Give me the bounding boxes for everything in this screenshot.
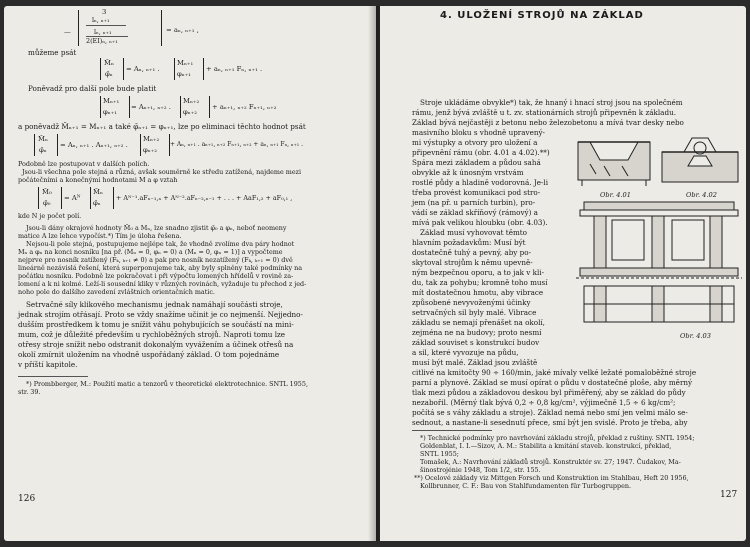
matrix-entry: Mₙ₊₂ [143, 135, 160, 143]
footnote: **) Ocelové základy viz Mittgen Forsch und Konstruktion im Stahlbau, Heft 20 1956, [414, 474, 689, 482]
text-line: tlak mezi půdou a základovou deskou byl přiměřený, aby se základ do půdy [412, 388, 686, 397]
text-line: lomení a k ni kolmé. Leží-li sousední kliky v různých rovinách, vyžaduje tu přechod z jed- [18, 280, 307, 288]
matrix-entry: φ̄ₙ [39, 146, 47, 154]
matrix-entry: φₙ₊₁ [177, 70, 192, 78]
text-line: mum, což je důležité především u rychloběžných strojů. Naproti tomu lze [18, 330, 286, 339]
text-line: matice A lze lehce vypočíst.*) Tím je úloha řešena. [18, 232, 182, 240]
matrix-entry: M̄ₙ [93, 188, 103, 196]
eq2-mid: = Aₙ₊₁, ₙ₊₂ . [131, 103, 171, 111]
matrix-entry: M̄ₙ [38, 135, 48, 143]
text-line: dostatečně tuhý a pevný, aby po- [412, 248, 531, 257]
fraction-line [86, 36, 128, 37]
text-line: základ souviset s konstrukcí budov [412, 338, 540, 347]
eq3-tail: + Aₙ, ₙ₊₁ . aₙ₊₁, ₙ₊₂ Fₙ₊₁, ₙ₊₂ + aₙ, ₙ₊₁ Fₙ, ₙ₊₁ . [170, 141, 303, 148]
eq4-mid: = Aᴺ [64, 194, 81, 202]
eq1-mid: = Aₙ, ₙ₊₁ . [126, 65, 160, 73]
footnote: str. 39. [18, 388, 41, 396]
text-line: připevnění rámu (obr. 4.01 a 4.02).**) [412, 148, 550, 157]
text-line: Setrvačné síly klikového mechanismu jednak namáhají součásti stroje, [26, 300, 283, 309]
matrix-entry: φₙ₊₂ [183, 108, 198, 116]
top-formula-l1: lₙ, ₙ₊₁ [92, 16, 110, 24]
figure-caption: Obr. 4.01 [600, 191, 631, 199]
text-line: masivního bloku s vhodně upravený- [412, 128, 545, 137]
matrix-entry: φₙ₊₂ [143, 146, 158, 154]
text-line: nejprve pro nosník zatížený (Fₖ, ₖ₊₁ ≠ 0) a pak pro nosník nezatížený (Fₖ, ₖ₊₁ = 0) dvě [18, 256, 293, 264]
text-line: mít dostatečnou hmotu, aby vibrace [412, 288, 544, 297]
text-line: nezabořil. (Měrný tlak bývá 0,2 ÷ 0,8 kg/cm², výjimečně 1,5 ÷ 6 kg/cm²; [412, 398, 676, 407]
footnote: šinostrojénie 1948, Tom 1/2, str. 155. [420, 466, 541, 474]
matrix-entry: φ̄₀ [43, 199, 51, 207]
text-line: musí být malé. Základ jsou zvláště [412, 358, 538, 367]
left-page: 3 lₙ, ₙ₊₁ lₙ, ₙ₊₁ 2(EI)ₙ, ₙ₊₁ = aₙ, ₙ₊₁ , — můžeme psát M̄ₙ φ̄ₙ = Aₙ, ₙ₊₁ . Mₙ₊₁ φₙ₊₁ + aₙ, ₙ₊₁ Fₙ, ₙ₊₁ . Poněvadž pro další pole bude platit Mₙ₊₁ φₙ₊₁ = Aₙ₊₁, ₙ₊₂ . Mₙ₊₂ φₙ₊₂ + aₙ₊₁, ₙ₊₂ Fₙ₊₁, ₙ₊₂ a poněvadž M̄ₙ₊₁ = Mₙ₊₁ a také φ̄ₙ₊₁ = φₙ₊₁, lze po eliminaci těchto hodnot psát M̄ₙ φ̄ₙ = Aₙ, ₙ₊₁ . Aₙ₊₁, ₙ₊₂ . Mₙ₊₂ φₙ₊₂ + Aₙ, ₙ₊₁ . aₙ₊₁, ₙ₊₂ Fₙ₊₁, ₙ₊₂ + aₙ, ₙ₊₁ Fₙ, ₙ₊₁ . Podobně lze postupovat v dalších polích. Jsou-li všechna pole stejná a různá, avšak souměrně ke středu zatížená, najdeme mezi počátečními a konečnými hodnotami M a φ vztah M̄₀ φ̄₀ = Aᴺ M̄ₙ φ̄ₙ + Aᴺ⁻¹.aFₙ₋₁,ₙ + Aᴺ⁻².aFₙ₋₂,ₙ₋₁ + . . . + AaF₁,₂ + aF₀,₁ , kde N je počet polí. Jsou-li dány okrajové hodnoty M̄₀ a Mₙ, lze snadno zjistit φ̄₀ a φₙ, neboť neomeny matice A lze lehce vypočíst.*) Tím je úloha řešena. Nejsou-li pole stejná, postupujeme nejlépe tak, že vhodně zvolíme dva páry hodnot Mₙ a φₙ na konci nosníku [na př. (Mₙ = 0, φₙ = 0) a (Mₙ = 0, φₙ = 1)] a vypočteme nejprve pro nosník zatížený (Fₖ, ₖ₊₁ ≠ 0) a pak pro nosník nezatížený (Fₖ, ₖ₊₁ = 0) dvě lineárně nezávislá řešení, která superponujeme tak, aby byly splněny také podmínky na počátku nosníku. Podobně lze pokračovat i při výpočtu lomených hřídelů v rovině za- lomení a k ni kolmé. Leží-li sousední kliky v různých rovinách, vyžaduje tu přechod z jed- noho pole do dalšího zavedení zvláštních orientačních matic. Setrvačné síly klikového mechanismu jednak namáhají součásti stroje, jednak strojím otřásají. Proto se vždy snažíme učinit je co nejmenší. Nejjedno- dušším prostředkem k tomu je snížit váhu pohybujících se součástí na mini- mum, což je důležité především u rychloběžných strojů. Naproti tomu lze otřesy stroje snížit nebo odstranit dokonalým vyvážením a účinek otřesů na okolí zmírnit uložením na vhodně uspořádaný základ. O tom pojednáme v příští kapitole. *) Prombberger, M.: Použití matic a tenzorů v theoretické elektrotechnice. SNTL 1955, str. 39. 126 [4, 6, 376, 541]
text-line: počátku nosníku. Podobně lze pokračovat i při výpočtu lomených hřídelů v rovině za- [18, 272, 294, 280]
text-line: sednout, a nastane-li sesednutí přece, smí být jen svislé. Proto je třeba, aby [412, 418, 688, 427]
formula-brackets [78, 10, 162, 46]
footnote: Goldenblat, I. I.—Sizov, A. M.: Stabilita a kmitání staveb. konstrukcí, překlad, [420, 442, 672, 450]
text-line: třeba provést komunikaci pod stro- [412, 188, 541, 197]
footnote: Tomašek, A.: Navrhování základů strojů. Konstruktér sv. 27; 1947. Čudakov, Ma- [420, 458, 681, 466]
text-line: noho pole do dalšího zavedení zvláštních orientačních matic. [18, 288, 215, 296]
footnote-rule [412, 430, 492, 431]
text-line: jednak strojím otřásají. Proto se vždy snažíme učinit je co nejmenší. Nejjedno- [18, 310, 303, 319]
figure-caption: Obr. 4.02 [686, 191, 717, 199]
matrix-entry: φ̄ₙ [93, 199, 101, 207]
text-line: dušším prostředkem k tomu je snížit váhu pohybujících se součástí na mini- [18, 320, 294, 329]
text-line: Nejsou-li pole stejná, postupujeme nejlépe tak, že vhodně zvolíme dva páry hodnot [26, 240, 295, 248]
text-line: můžeme psát [28, 48, 77, 57]
right-page [380, 6, 746, 541]
text-line: okolí zmírnit uložením na vhodně uspořádaný základ. O tom pojednáme [18, 350, 280, 359]
figure-4-03 [576, 202, 742, 322]
text-line: mívá pak velikou hloubku (obr. 4.03). [412, 218, 548, 227]
footnote: *) Prombberger, M.: Použití matic a tenzorů v theoretické elektrotechnice. SNTL 1955, [26, 380, 308, 388]
text-line: základu se nemají přenášet na okolí, [412, 318, 545, 327]
text-line: obvykle až k únosným vrstvám [412, 168, 524, 177]
footnote: Kollbrunner, C. F.: Bau von Stahlfundamenten für Turbogruppen. [420, 482, 632, 490]
text-line: v příští kapitole. [18, 360, 78, 369]
text-line: du, tak za pohybu; kromně toho musí [412, 278, 548, 287]
footnote-rule [18, 376, 88, 377]
figure-4-01 [578, 142, 650, 186]
footnote: *) Technické podmínky pro navrhování základu strojů, překlad z ruštiny. SNTL 1954; [420, 434, 695, 442]
text-line: vádí se základ skříňový (rámový) a [412, 208, 538, 217]
matrix-entry: φₙ₊₁ [103, 108, 118, 116]
text-line: citlivé na kmitočty 90 ÷ 160/min, jaké mívaly velké ležaté pomaloběžné stroje [412, 368, 697, 377]
text-line: rostlé půdy a hladině vodorovná. Je-li [412, 178, 548, 187]
eq3-mid: = Aₙ, ₙ₊₁ . Aₙ₊₁, ₙ₊₂ . [60, 141, 128, 149]
text-line: hlavním požadavkům: Musí být [412, 238, 526, 247]
text-line: a sil, které vyvozuje na půdu, [412, 348, 519, 357]
top-formula-l2: lₙ, ₙ₊₁ [94, 28, 112, 36]
text-line: parní a plynové. Základ se musí opírat o půdu v dostatečné ploše, aby měrný [412, 378, 693, 387]
matrix-entry: Mₙ₊₁ [177, 59, 194, 67]
matrix-entry: Mₙ₊₂ [183, 97, 200, 105]
text-line: Základ musí vyhovovat těmto [420, 228, 527, 237]
text-line: Stroje ukládáme obvykle*) tak, že hnaný i hnací stroj jsou na společném [420, 98, 683, 107]
footnote: SNTL 1955; [420, 450, 459, 458]
matrix-entry: Mₙ₊₁ [103, 97, 120, 105]
text-line: mi výstupky a otvory pro uložení a [412, 138, 538, 147]
text-line: Poněvadž pro další pole bude platit [28, 84, 157, 93]
text-line: setrvačných sil byly malé. Vibrace [412, 308, 537, 317]
matrix-entry: M̄ₙ [104, 59, 114, 67]
matrix-entry: φ̄ₙ [105, 70, 113, 78]
text-line: Základ bývá nejčastěji z betonu nebo železobetonu a mívá tvar desky nebo [412, 118, 684, 127]
text-line: Jsou-li všechna pole stejná a různá, avšak souměrně ke středu zatížená, najdeme mezi [22, 168, 302, 176]
chapter-heading: 4. ULOŽENÍ STROJŮ NA ZÁKLAD [440, 10, 644, 21]
foundation-figures [576, 136, 742, 356]
page-number: 126 [18, 494, 36, 504]
fraction-line [86, 25, 126, 26]
text-line: rámu, jenž bývá zvláště u t. zv. stationárních strojů připevněn k základu. [412, 108, 676, 117]
text-line: kde N je počet polí. [18, 212, 82, 220]
text-line: skytoval strojům k němu upevně- [412, 258, 533, 267]
text-line: a poněvadž M̄ₙ₊₁ = Mₙ₊₁ a také φ̄ₙ₊₁ = φₙ₊₁, lze po eliminaci těchto hodnot psát [18, 122, 306, 131]
text-line: zejména ne na budovy; proto nesmí [412, 328, 542, 337]
eq1-tail: + aₙ, ₙ₊₁ Fₙ, ₙ₊₁ . [206, 65, 263, 73]
page-number: 127 [720, 490, 738, 500]
figure-caption: Obr. 4.03 [680, 332, 711, 340]
top-formula-l3: 2(EI)ₙ, ₙ₊₁ [86, 37, 118, 45]
text-line: počátečními a konečnými hodnotami M a φ vztah [18, 176, 178, 184]
text-line: způsobené nevyvoženými účinky [412, 298, 531, 307]
text-line: Mₙ a φₙ na konci nosníku [na př. (Mₙ = 0, φₙ = 0) a (Mₙ = 0, φₙ = 1)] a vypočteme [18, 248, 283, 256]
top-formula-num: 3 [102, 8, 107, 16]
text-line: počítá se s váhy základu a stroje). Základ nemá nebo smí jen velmi málo se- [412, 408, 688, 417]
eq2-tail: + aₙ₊₁, ₙ₊₂ Fₙ₊₁, ₙ₊₂ [212, 103, 277, 111]
text-line: Podobně lze postupovat v dalších polích. [18, 160, 150, 168]
text-line: jem (na př. u parních turbin), pro- [412, 198, 536, 207]
text-line: lineárně nezávislá řešení, která superponujeme tak, aby byly splněny také podmínky na [18, 264, 303, 272]
text-line: ným bezpečnou oporu, a to jak v kli- [412, 268, 545, 277]
top-formula-rhs: = aₙ, ₙ₊₁ , [166, 26, 199, 34]
text-line: otřesy stroje snížit nebo odstranit dokonalým vyvážením a účinek otřesů na [18, 340, 294, 349]
text-line: Spára mezi základem a půdou sahá [412, 158, 541, 167]
eq4-tail: + Aᴺ⁻¹.aFₙ₋₁,ₙ + Aᴺ⁻².aFₙ₋₂,ₙ₋₁ + . . . + AaF₁,₂ + aF₀,₁ , [116, 194, 293, 202]
figure-4-02 [662, 138, 738, 182]
matrix-entry: M̄₀ [42, 188, 52, 196]
text-line: Jsou-li dány okrajové hodnoty M̄₀ a Mₙ, lze snadno zjistit φ̄₀ a φₙ, neboť neomeny [26, 224, 287, 232]
